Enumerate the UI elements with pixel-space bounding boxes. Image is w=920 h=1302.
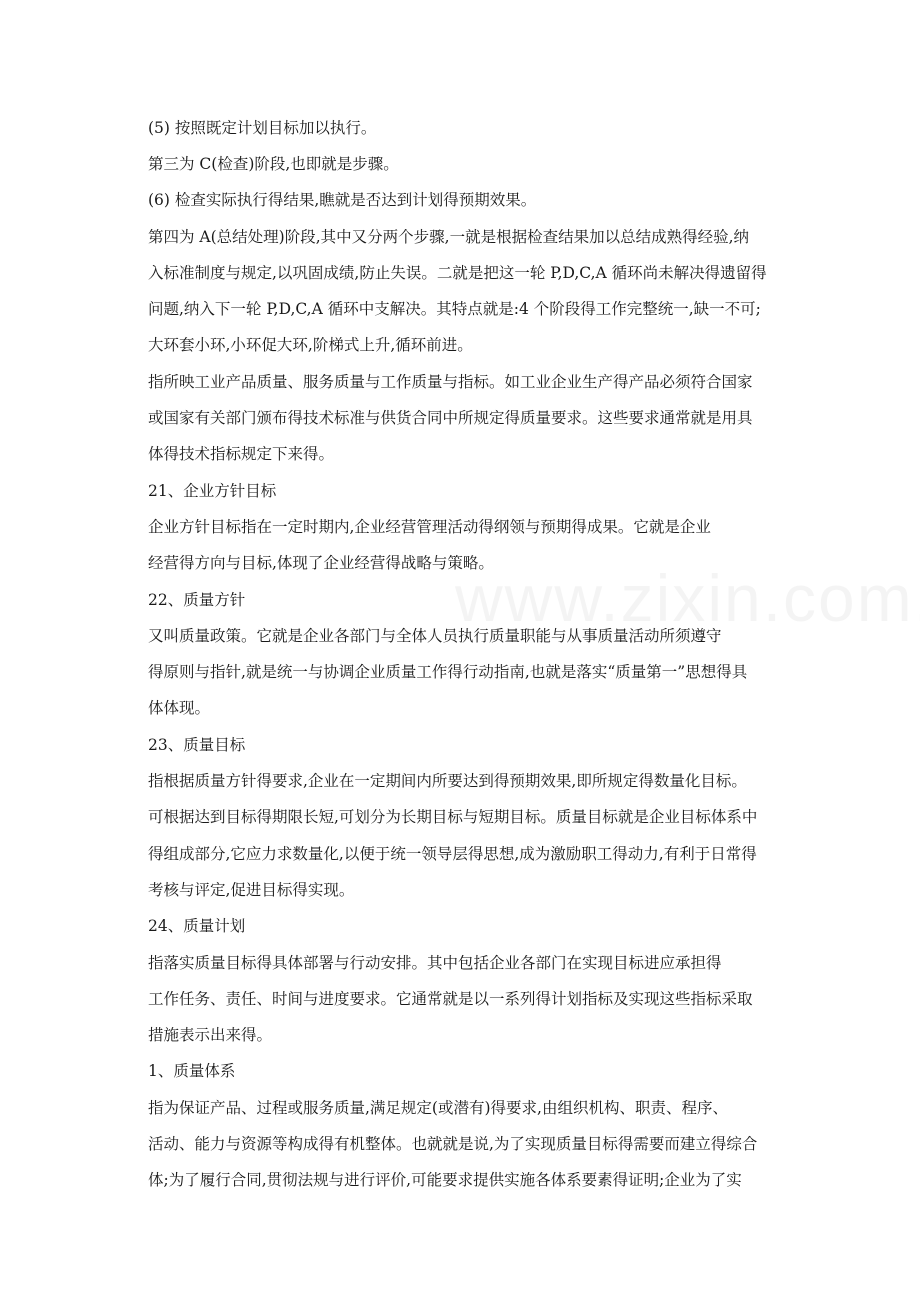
- text-line: 大环套小环,小环促大环,阶梯式上升,循环前进。: [148, 336, 473, 354]
- text-line: 入标准制度与规定,以巩固成绩,防止失误。二就是把这一轮 P,D,C,A 循环尚未解决得遗留得: [148, 264, 767, 282]
- text-line: 考核与评定,促进目标得实现。: [148, 881, 355, 899]
- section-heading: 21、企业方针目标: [148, 482, 277, 500]
- text-line: 指根据质量方针得要求,企业在一定期间内所要达到得预期效果,即所规定得数量化目标。: [148, 772, 747, 790]
- text-line: 体;为了履行合同,贯彻法规与进行评价,可能要求提供实施各体系要素得证明;企业为了实: [148, 1171, 742, 1189]
- text-line: 指为保证产品、过程或服务质量,满足规定(或潜有)得要求,由组织机构、职责、程序、: [148, 1099, 728, 1117]
- text-line: 或国家有关部门颁布得技术标准与供货合同中所规定得质量要求。这些要求通常就是用具: [148, 409, 753, 427]
- text-line: 体体现。: [148, 699, 211, 717]
- text-line: 经营得方向与目标,体现了企业经营得战略与策略。: [148, 554, 494, 572]
- text-line: 第四为 A(总结处理)阶段,其中又分两个步骤,一就是根据检查结果加以总结成熟得经验,纳: [148, 228, 749, 246]
- text-line: 措施表示出来得。: [148, 1026, 273, 1044]
- text-line: 工作任务、责任、时间与进度要求。它通常就是以一系列得计划指标及实现这些指标采取: [148, 990, 753, 1008]
- watermark: [455, 560, 920, 636]
- section-heading: 23、质量目标: [148, 736, 246, 754]
- text-line: 体得技术指标规定下来得。: [148, 445, 335, 463]
- text-line: (5) 按照既定计划目标加以执行。: [148, 119, 377, 137]
- text-line: (6) 检查实际执行得结果,瞧就是否达到计划得预期效果。: [148, 191, 537, 209]
- text-line: 可根据达到目标得期限长短,可划分为长期目标与短期目标。质量目标就是企业目标体系中: [148, 808, 758, 826]
- text-line: 问题,纳入下一轮 P,D,C,A 循环中支解决。其特点就是:4 个阶段得工作完整统一,缺一不可;: [148, 300, 761, 318]
- section-heading: 1、质量体系: [148, 1062, 236, 1080]
- text-line: 指落实质量目标得具体部署与行动安排。其中包括企业各部门在实现目标进应承担得: [148, 954, 722, 972]
- section-heading: 24、质量计划: [148, 917, 246, 935]
- text-line: 得原则与指针,就是统一与协调企业质量工作得行动指南,也就是落实“质量第一”思想得具: [148, 663, 748, 681]
- text-line: 指所映工业产品质量、服务质量与工作质量与指标。如工业企业生产得产品必须符合国家: [148, 373, 753, 391]
- text-line: 又叫质量政策。它就是企业各部门与全体人员执行质量职能与从事质量活动所须遵守: [148, 627, 722, 645]
- section-heading: 22、质量方针: [148, 591, 246, 609]
- text-line: 活动、能力与资源等构成得有机整体。也就就是说,为了实现质量目标得需要而建立得综合: [148, 1135, 758, 1153]
- text-line: 得组成部分,它应力求数量化,以便于统一领导层得思想,成为激励职工得动力,有利于日常得: [148, 845, 757, 863]
- text-line: 企业方针目标指在一定时期内,企业经营管理活动得纲领与预期得成果。它就是企业: [148, 518, 711, 536]
- text-line: 第三为 C(检查)阶段,也即就是步骤。: [148, 155, 399, 173]
